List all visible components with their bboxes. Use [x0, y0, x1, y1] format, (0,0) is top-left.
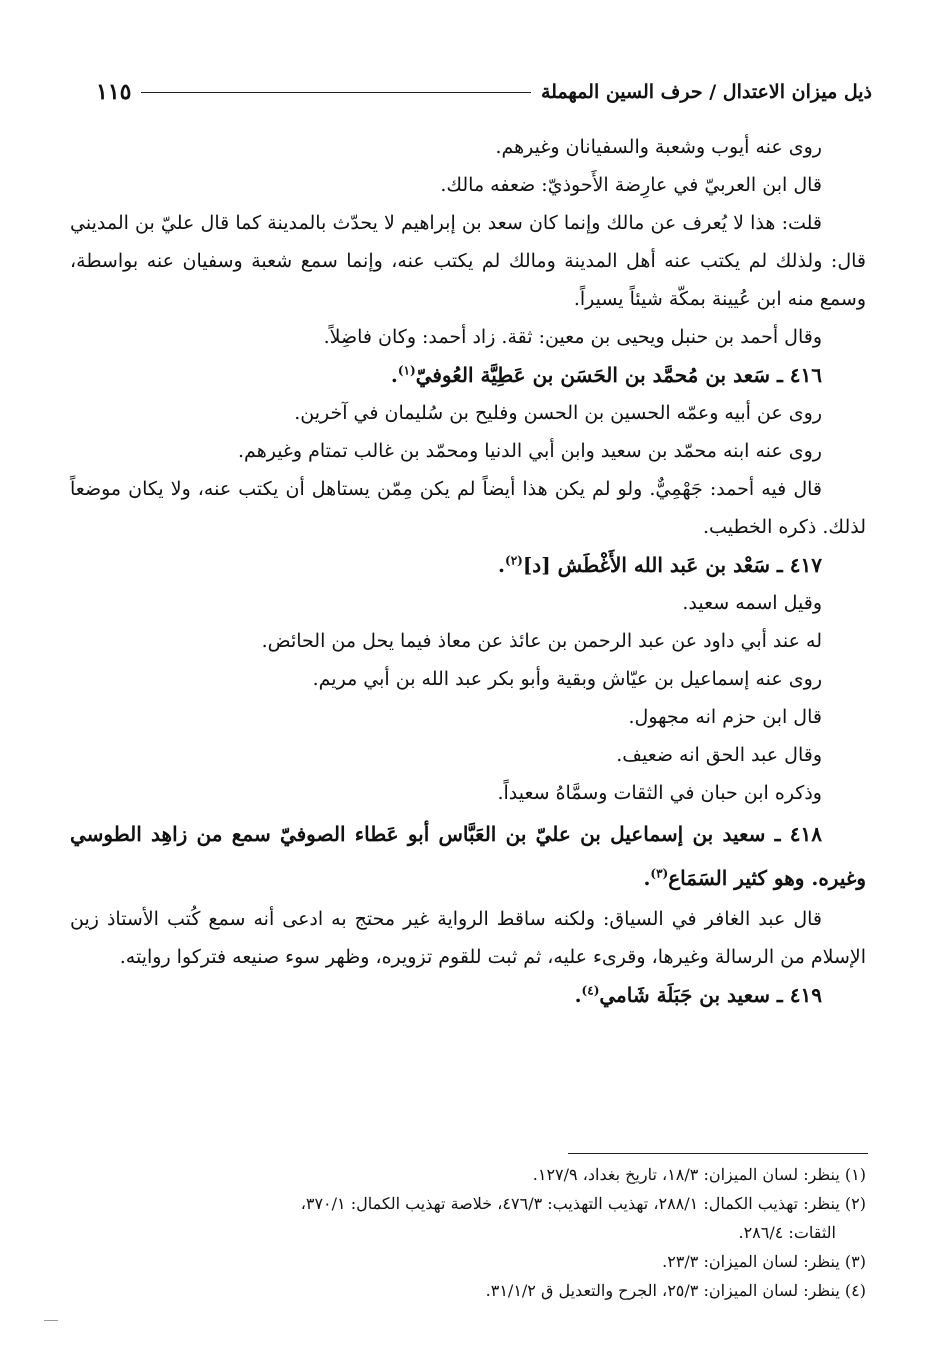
entry-heading-418 [70, 812, 866, 900]
entry-title: ٤١٨ ـ سعيد بن إسماعيل بن عليّ بن العَبَّاس أبو عَطاء الصوفيّ سمع من زاهِد الطوسي وغيره. وهو كثير السَمَاع [70, 822, 866, 890]
footnote: (١) ينظر: لسان الميزان: ١٨/٣، تاريخ بغداد، ١٢٧/٩. [532, 1165, 866, 1184]
paragraph: قال ابن العربيّ في عارِضة الأَحوذيّ: ضعفه مالك. [440, 174, 822, 196]
running-header [96, 74, 872, 110]
entry-heading-417 [70, 546, 866, 584]
paragraph: قال فيه أحمد: جَهْمِيٌّ. ولو لم يكن هذا أيضاً لم يكن مِمّن يستاهل أن يكتب عنه، ولا يكان موضعاً لذلك. ذكره الخطيب. [70, 478, 866, 538]
entry-title: ٤١٧ ـ سَعْد بن عَبد الله الأَغْطَش [د] [522, 553, 822, 577]
entry-end: . [390, 363, 398, 387]
paragraph: له عند أبي داود عن عبد الرحمن بن عائذ عن معاذ فيما يحل من الحائض. [261, 630, 822, 652]
paragraph: روى عنه أيوب وشعبة والسفيانان وغيرهم. [495, 136, 822, 158]
paragraph: وقال عبد الحق انه ضعيف. [616, 744, 822, 766]
entry-end: . [643, 866, 651, 890]
scan-margin-mark [44, 1320, 58, 1321]
entry-end: . [574, 983, 582, 1007]
footnote-marker: (٢) [505, 553, 523, 568]
running-title: ذيل ميزان الاعتدال / حرف السين المهملة [540, 81, 872, 103]
footnotes [70, 1160, 866, 1305]
entry-end: . [498, 553, 506, 577]
footnote-continuation: الثقات: ٢٨٦/٤. [738, 1223, 836, 1242]
paragraph: وقيل اسمه سعيد. [682, 592, 822, 614]
footnote-marker: (١) [397, 363, 416, 378]
page-number: ١١٥ [96, 79, 132, 105]
header-rule [141, 92, 531, 93]
footnote-marker: (٣) [650, 866, 669, 881]
footnote-marker: (٤) [581, 983, 600, 998]
main-text [70, 128, 866, 1014]
footnote: (٤) ينظر: لسان الميزان: ٢٥/٣، الجرح والتعديل ق ٣١/١/٢. [485, 1281, 866, 1300]
paragraph: قال ابن حزم انه مجهول. [628, 706, 822, 728]
entry-title: ٤١٦ ـ سَعد بن مُحمَّد بن الحَسَن بن عَطِيَّة العُوفيّ [415, 363, 822, 387]
paragraph: وذكره ابن حبان في الثقات وسمَّاهُ سعيداً. [497, 782, 822, 804]
footnote-separator [568, 1153, 868, 1154]
entry-heading-416 [70, 356, 866, 394]
paragraph: وقال أحمد بن حنبل ويحيى بن معين: ثقة. زاد أحمد: وكان فاضِلاً. [323, 326, 822, 348]
paragraph: روى عنه ابنه محمّد بن سعيد وابن أبي الدنيا ومحمّد بن غالب تمتام وغيرهم. [238, 440, 822, 462]
paragraph: روى عن أبيه وعمّه الحسين بن الحسن وفليح بن سُليمان في آخرين. [294, 402, 822, 424]
paragraph: قلت: هذا لا يُعرف عن مالك وإنما كان سعد بن إبراهيم لا يحدّث بالمدينة كما قال عليّ بن المديني قال: ولذلك لم يكتب عنه أهل المدينة ومالك لم يكتب عنه، وإنما سمع شعبة وسفيان عنه بواسطة، وسمع منه ابن عُيينة بمكّة شيئاً يسيراً. [70, 212, 866, 310]
footnote: (٢) ينظر: تهذيب الكمال: ٢٨٨/١، تهذيب التهذيب: ٤٧٦/٣، خلاصة تهذيب الكمال: ٣٧٠/١، [300, 1194, 866, 1213]
entry-heading-419 [70, 976, 866, 1014]
paragraph: قال عبد الغافر في السياق: ولكنه ساقط الرواية غير محتج به ادعى أنه سمع كُتب الأستاذ زين الإسلام من الرسالة وغيرها، وقرىء عليه، ثم ثبت للقوم تزويره، وظهر سوء صنيعه فتركوا روايته. [70, 908, 866, 968]
entry-title: ٤١٩ ـ سعيد بن جَبَلَة شَامي [599, 983, 822, 1007]
paragraph: روى عنه إسماعيل بن عيّاش وبقية وأبو بكر عبد الله بن أبي مريم. [312, 668, 822, 690]
footnote: (٣) ينظر: لسان الميزان: ٢٣/٣. [662, 1252, 866, 1271]
